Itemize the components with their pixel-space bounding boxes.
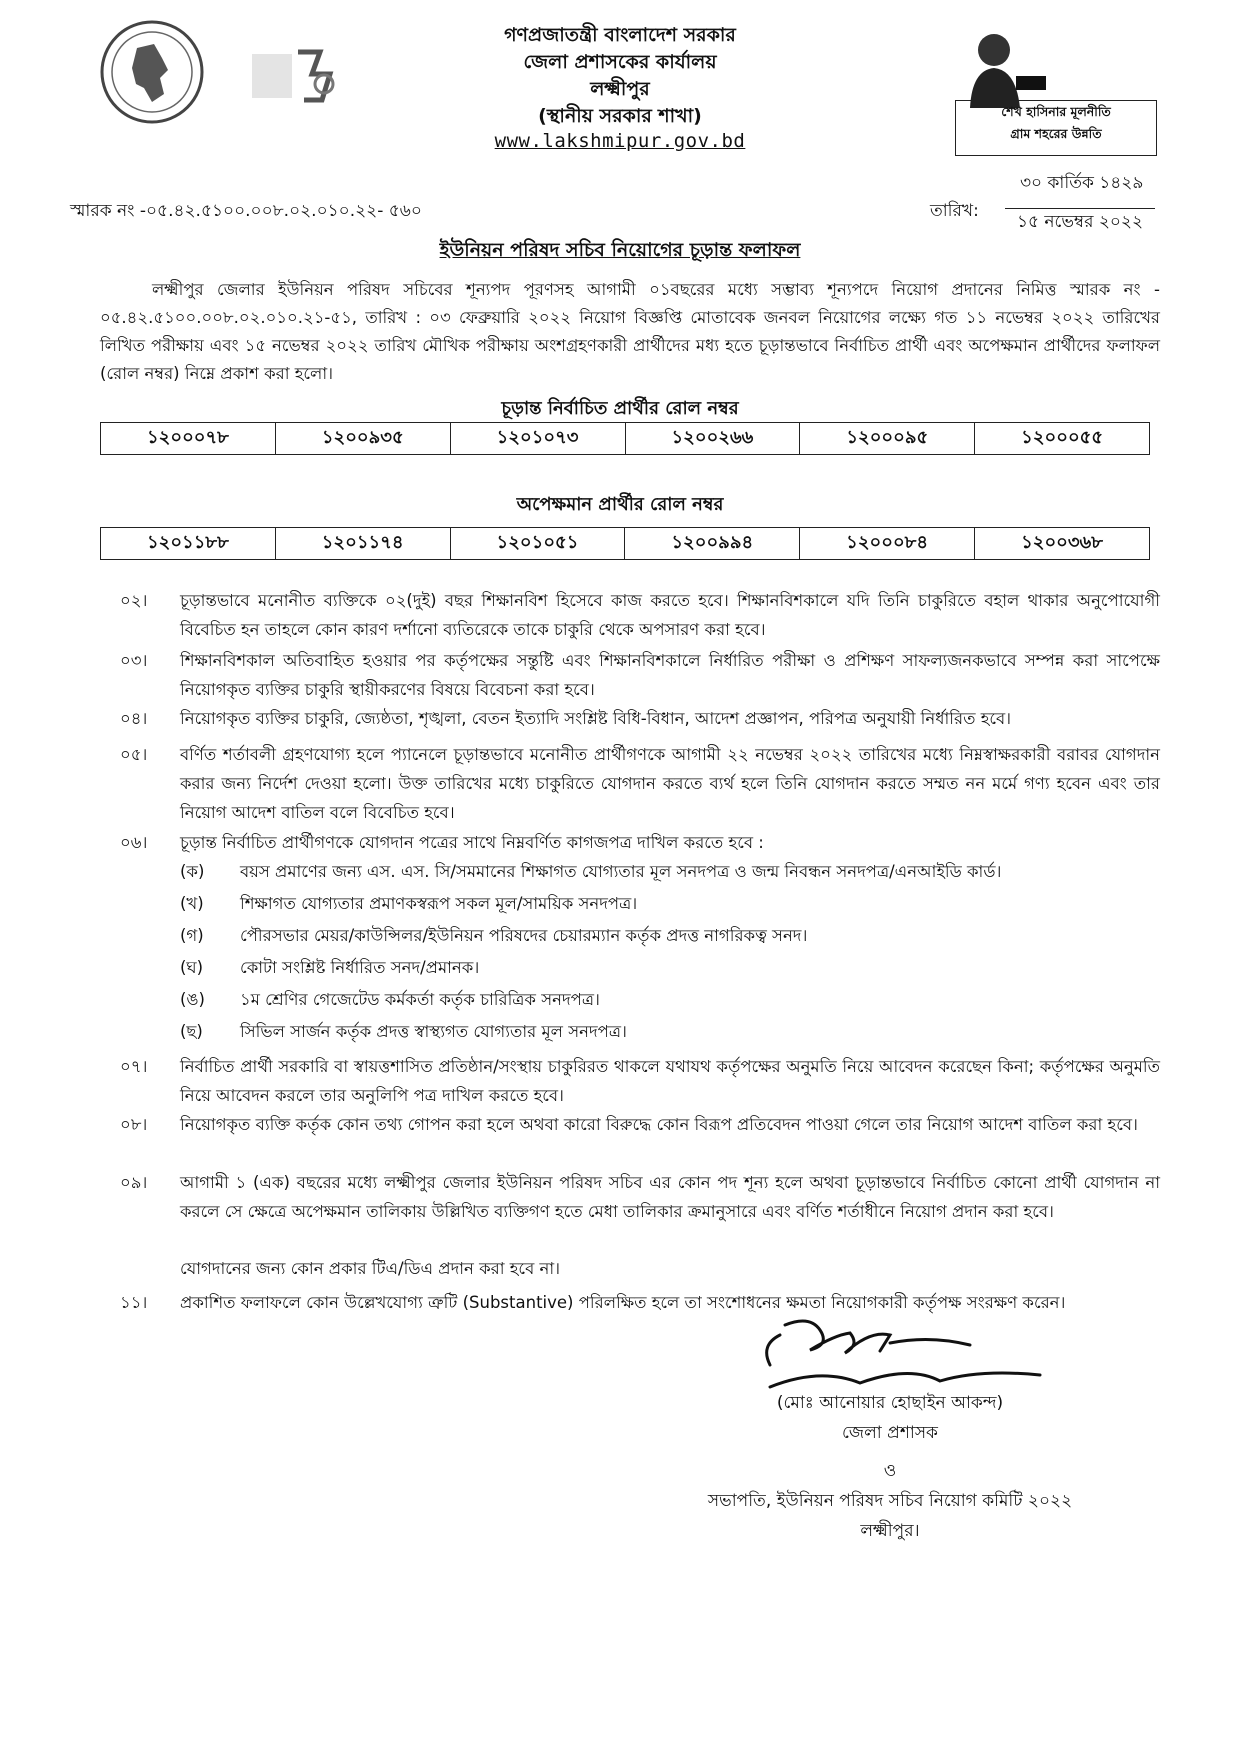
roll-cell: ১২০০৯৯৪ — [625, 528, 800, 560]
condition-number: ০৬। — [120, 833, 148, 852]
document-text: কোটা সংশ্লিষ্ট নির্ধারিত সনদ/প্রমানক। — [240, 958, 480, 977]
roll-cell: ১২০০০৯৫ — [800, 423, 975, 455]
condition-text: চূড়ান্ত নির্বাচিত প্রার্থীগণকে যোগদান পত্রের সাথে নিম্নবর্ণিত কাগজপত্র দাখিল করতে হবে : — [180, 833, 764, 852]
condition-number: ০৭। — [120, 1057, 148, 1076]
table-row — [101, 423, 1150, 455]
document-item — [180, 986, 600, 1014]
signer-name: (মোঃ আনোয়ার হোছাইন আকন্দ) — [776, 1393, 1004, 1413]
document-item — [180, 1018, 627, 1046]
document-mark: (ছ) — [180, 1022, 203, 1041]
condition-number: ১১। — [120, 1293, 148, 1312]
condition-text: আগামী ১ (এক) বছরের মধ্যে লক্ষ্মীপুর জেলার ইউনিয়ন পরিষদ সচিব এর কোন পদ শূন্য হলে অথবা চূড়ান্তভাবে নির্বাচিত কোনো প্রার্থী যোগদান না করলে সে ক্ষেত্রে অপেক্ষমান তালিকায় উল্লিখিত ব্যক্তিগণ হতে মেধা তালিকার ক্রমানুসারে এবং বর্ণিত শর্তাধীনে নিয়োগ প্রদান করা হবে। — [180, 1173, 1160, 1221]
document-mark: (ঘ) — [180, 958, 204, 977]
portrait-icon — [960, 24, 1048, 108]
memo-number: স্মারক নং -০৫.৪২.৫১০০.০০৮.০২.০১০.২২- ৫৬০ — [70, 201, 422, 221]
bengali-date: ৩০ কার্তিক ১৪২৯ — [1020, 173, 1144, 193]
document-item — [180, 954, 479, 982]
condition-number: ০৮। — [120, 1115, 148, 1134]
document-text: শিক্ষাগত যোগ্যতার প্রমাণকস্বরূপ সকল মূল/সাময়িক সনদপত্র। — [240, 894, 638, 913]
table-row — [101, 528, 1150, 560]
condition-text: বর্ণিত শর্তাবলী গ্রহণযোগ্য হলে প্যানেলে চূড়ান্তভাবে মনোনীত প্রার্থীগণকে আগামী ২২ নভেম্বর ২০২২ তারিখের মধ্যে নিম্নস্বাক্ষরকারী বরাবর যোগদান করার জন্য নির্দেশ দেওয়া হলো। উক্ত তারিখের মধ্যে চাকুরিতে যোগদান করতে ব্যর্থ হলে তিনি যোগদান করতে সম্মত নন মর্মে গণ্য হবেন এবং তার নিয়োগ আদেশ বাতিল বলে বিবেচিত হবে। — [180, 745, 1160, 822]
roll-cell: ১২০১০৫১ — [450, 528, 625, 560]
condition-item — [120, 1052, 1160, 1110]
signer-committee: সভাপতি, ইউনিয়ন পরিষদ সচিব নিয়োগ কমিটি ২০২২ — [707, 1491, 1073, 1511]
roll-cell: ১২০০৩৬৮ — [975, 528, 1150, 560]
condition-text: নিয়োগকৃত ব্যক্তি কর্তৃক কোন তথ্য গোপন করা হলে অথবা কারো বিরুদ্ধে কোন বিরূপ প্রতিবেদন পাওয়া গেলে তার নিয়োগ আদেশ বাতিল করা হবে। — [180, 1115, 1138, 1134]
letterhead — [400, 22, 840, 152]
condition-number: ০৫। — [120, 745, 148, 764]
condition-text: যোগদানের জন্য কোন প্রকার টিএ/ডিএ প্রদান করা হবে না। — [180, 1259, 561, 1278]
roll-cell: ১২০১০৭৩ — [450, 423, 625, 455]
mujib-100-logo-icon — [250, 44, 340, 108]
condition-text: নিয়োগকৃত ব্যক্তির চাকুরি, জ্যেষ্ঠতা, শৃঙ্খলা, বেতন ইত্যাদি সংশ্লিষ্ট বিধি-বিধান, আদেশ প্রজ্ঞাপন, পরিপত্র অনুযায়ী নির্ধারিত হবে। — [180, 709, 1012, 728]
roll-cell: ১২০০০৭৮ — [101, 423, 276, 455]
document-title-text: ইউনিয়ন পরিষদ সচিব নিয়োগের চূড়ান্ত ফলাফল — [439, 239, 801, 261]
condition-item — [120, 1168, 1160, 1226]
slogan-line-1: শেখ হাসিনার মূলনীতি — [1001, 104, 1111, 119]
condition-number: ০৯। — [120, 1173, 148, 1192]
document-text: বয়স প্রমাণের জন্য এস. এস. সি/সমমানের শিক্ষাগত যোগ্যতার মূল সনদপত্র ও জন্ম নিবন্ধন সনদপত্র/এনআইডি কার্ড। — [240, 862, 1002, 881]
header-line-district: লক্ষ্মীপুর — [590, 78, 650, 100]
intro-paragraph: লক্ষ্মীপুর জেলার ইউনিয়ন পরিষদ সচিবের শূন্যপদ পূরণসহ আগামী ০১বছরের মধ্যে সম্ভাব্য শূন্যপদে নিয়োগ প্রদানের নিমিত্ত স্মারক নং - ০৫.৪২.৫১০০.০০৮.০২.০১০.২১-৫১, তারিখ : ০৩ ফেব্রুয়ারি ২০২২ নিয়োগ বিজ্ঞপ্তি মোতাবেক জনবল নিয়োগের লক্ষ্যে গত ১১ নভেম্বর ২০২২ তারিখের লিখিত পরীক্ষায় এবং ১৫ নভেম্বর ২০২২ তারিখ মৌখিক পরীক্ষায় অংশগ্রহণকারী প্রার্থীদের মধ্য হতে চূড়ান্তভাবে নির্বাচিত প্রার্থী এবং অপেক্ষমান প্রার্থীদের ফলাফল (রোল নম্বর) নিম্নে প্রকাশ করা হলো। — [100, 280, 1160, 383]
document-item — [180, 890, 637, 918]
date-value: ১৫ নভেম্বর ২০২২ — [1005, 208, 1155, 237]
condition-number: ০২। — [120, 591, 148, 610]
government-seal-icon — [92, 18, 212, 126]
document-text: পৌরসভার মেয়র/কাউন্সিলর/ইউনিয়ন পরিষদের চেয়ারম্যান কর্তৃক প্রদত্ত নাগরিকত্ব সনদ। — [240, 926, 808, 945]
document-mark: (খ) — [180, 894, 204, 913]
condition-item — [120, 740, 1160, 827]
document-item — [180, 922, 807, 950]
header-line-branch: (স্থানীয় সরকার শাখা) — [538, 105, 702, 127]
signer-designation: জেলা প্রশাসক — [842, 1423, 938, 1443]
website-link[interactable]: www.lakshmipur.gov.bd — [494, 130, 746, 152]
condition-item — [120, 586, 1160, 644]
signer-and: ও — [883, 1461, 897, 1481]
document-mark: (ঙ) — [180, 990, 205, 1009]
condition-text: চূড়ান্তভাবে মনোনীত ব্যক্তিকে ০২(দুই) বছর শিক্ষানবিশ হিসেবে কাজ করতে হবে। শিক্ষানবিশকালে যদি তিনি চাকুরিতে বহাল থাকার অনুপোযোগী বিবেচিত হন তাহলে কোন কারণ দর্শানো ব্যতিরেকে তাকে চাকুরি থেকে অপসারণ করা হবে। — [180, 591, 1160, 639]
roll-cell: ১২০০২৬৬ — [625, 423, 800, 455]
selected-roll-table — [100, 422, 1150, 455]
date-label: তারিখ: — [930, 201, 979, 221]
roll-cell: ১২০০০৮৪ — [800, 528, 975, 560]
selected-caption: চূড়ান্ত নির্বাচিত প্রার্থীর রোল নম্বর — [501, 398, 739, 419]
condition-item — [120, 1110, 1160, 1139]
roll-cell: ১২০১১৮৮ — [101, 528, 276, 560]
document-mark: (ক) — [180, 862, 205, 881]
document-item — [180, 858, 1001, 886]
roll-cell: ১২০০৯৩৫ — [275, 423, 450, 455]
roll-cell: ১২০০০৫৫ — [975, 423, 1150, 455]
document-title — [0, 236, 1240, 268]
header-line-government: গণপ্রজাতন্ত্রী বাংলাদেশ সরকার — [504, 24, 736, 46]
signer-place: লক্ষ্মীপুর। — [860, 1521, 920, 1541]
condition-text: প্রকাশিত ফলাফলে কোন উল্লেখযোগ্য ত্রুটি (Substantive) পরিলক্ষিত হলে তা সংশোধনের ক্ষমতা নিয়োগকারী কর্তৃপক্ষ সংরক্ষণ করেন। — [180, 1293, 1066, 1312]
document-text: সিভিল সার্জন কর্তৃক প্রদত্ত স্বাস্থ্যগত যোগ্যতার মূল সনদপত্র। — [240, 1022, 627, 1041]
waiting-caption: অপেক্ষমান প্রার্থীর রোল নম্বর — [516, 494, 724, 515]
condition-item — [120, 1254, 1160, 1283]
roll-cell: ১২০১১৭৪ — [275, 528, 450, 560]
waiting-roll-table — [100, 527, 1150, 560]
condition-item — [120, 646, 1160, 704]
document-mark: (গ) — [180, 926, 204, 945]
slogan-line-2: গ্রাম শহরের উন্নতি — [1010, 126, 1102, 141]
condition-text: নির্বাচিত প্রার্থী সরকারি বা স্বায়ত্তশাসিত প্রতিষ্ঠান/সংস্থায় চাকুরিরত থাকলে যথাযথ কর্তৃপক্ষের অনুমতি নিয়ে আবেদন করেছেন কিনা; কর্তৃপক্ষের অনুমতি নিয়ে আবেদন করলে তার অনুলিপি পত্র দাখিল করতে হবে। — [180, 1057, 1160, 1105]
document-text: ১ম শ্রেণির গেজেটেড কর্মকর্তা কর্তৃক চারিত্রিক সনদপত্র। — [240, 990, 600, 1009]
condition-item — [120, 828, 1160, 857]
condition-text: শিক্ষানবিশকাল অতিবাহিত হওয়ার পর কর্তৃপক্ষের সন্তুষ্টি এবং শিক্ষানবিশকালে নির্ধারিত পরীক্ষা ও প্রশিক্ষণ সাফল্যজনকভাবে সম্পন্ন করা সাপেক্ষে নিয়োগকৃত ব্যক্তির চাকুরি স্থায়ীকরণের বিষয়ে বিবেচনা করা হবে। — [180, 651, 1160, 699]
condition-number: ০৩। — [120, 651, 148, 670]
condition-item — [120, 704, 1160, 733]
header-line-office: জেলা প্রশাসকের কার্যালয় — [523, 51, 717, 73]
condition-number: ০৪। — [120, 709, 148, 728]
slogan-box — [955, 100, 1157, 156]
